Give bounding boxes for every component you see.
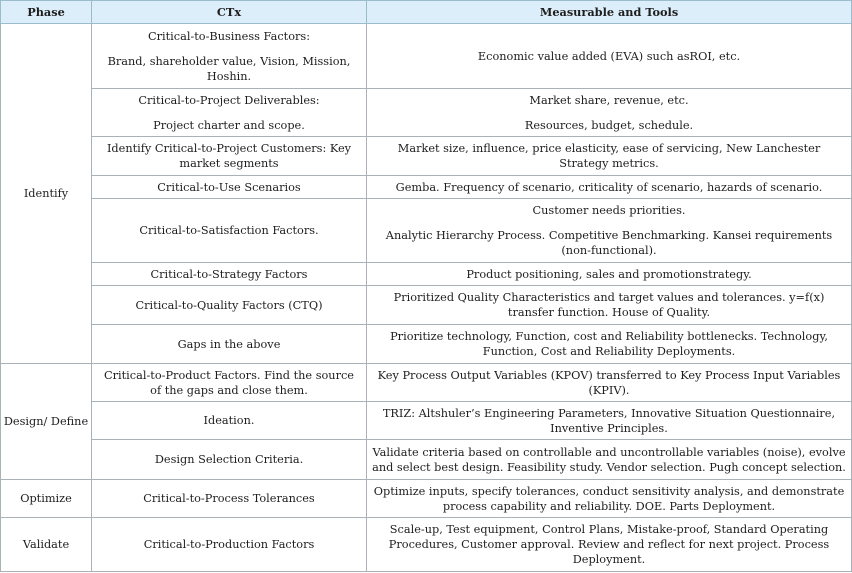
- header-phase: Phase: [1, 1, 92, 24]
- tools-cell: Scale-up, Test equipment, Control Plans, Mistake-proof, Standard Operating Procedures, Customer approval. Review and reflect for next project. Process Deployment.: [367, 518, 852, 572]
- ctx-cell: Critical-to-Use Scenarios: [92, 176, 367, 199]
- header-tools: Measurable and Tools: [367, 1, 852, 24]
- ctx-cell: [92, 24, 367, 89]
- tools-cell: Validate criteria based on controllable and uncontrollable variables (noise), evolve and select best design. Feasibility study. Vendor selection. Pugh concept selection.: [367, 440, 852, 480]
- ctx-cell: [92, 89, 367, 137]
- phase-optimize: Optimize: [1, 480, 92, 518]
- tools-cell: Prioritized Quality Characteristics and target values and tolerances. y=f(x) transfer function. House of Quality.: [367, 286, 852, 325]
- ctx-detail: Brand, shareholder value, Vision, Mission, Hoshin.: [107, 54, 351, 83]
- table-row: [1, 89, 852, 137]
- tools-line: Market share, revenue, etc.: [529, 93, 689, 107]
- ctx-cell: Critical-to-Quality Factors (CTQ): [92, 286, 367, 325]
- phase-identify: Identify: [1, 24, 92, 364]
- ctx-cell: Critical-to-Production Factors: [92, 518, 367, 572]
- tools-cell: TRIZ: Altshuler’s Engineering Parameters, Innovative Situation Questionnaire, Inventive Principles.: [367, 402, 852, 440]
- ctx-cell: Identify Critical-to-Project Customers: Key market segments: [92, 137, 367, 176]
- tools-cell: Market size, influence, price elasticity, ease of servicing, New Lanchester Strategy metrics.: [367, 137, 852, 176]
- tools-cell: [367, 89, 852, 137]
- table-row: [1, 24, 852, 89]
- table-row: [1, 402, 852, 440]
- tools-line: Resources, budget, schedule.: [524, 118, 694, 132]
- table-row: [1, 480, 852, 518]
- ctx-cell: Ideation.: [92, 402, 367, 440]
- ctx-title: Critical-to-Project Deliverables:: [138, 93, 320, 107]
- table-row: [1, 176, 852, 199]
- phase-design: Design/ Define: [1, 364, 92, 480]
- table-row: [1, 137, 852, 176]
- table-row: [1, 518, 852, 572]
- tools-line: Customer needs priorities.: [532, 204, 686, 217]
- tools-cell: Key Process Output Variables (KPOV) transferred to Key Process Input Variables (KPIV).: [367, 364, 852, 402]
- table-row: [1, 263, 852, 286]
- ctx-cell: Critical-to-Strategy Factors: [92, 263, 367, 286]
- table-row: [1, 286, 852, 325]
- table-row: [1, 364, 852, 402]
- phase-validate: Validate: [1, 518, 92, 572]
- tools-cell: Product positioning, sales and promotionstrategy.: [367, 263, 852, 286]
- tools-cell: Gemba. Frequency of scenario, criticality of scenario, hazards of scenario.: [367, 176, 852, 199]
- table-row: [1, 199, 852, 263]
- ctx-cell: Critical-to-Satisfaction Factors.: [92, 199, 367, 263]
- tools-cell: Prioritize technology, Function, cost and Reliability bottlenecks. Technology, Function, Cost and Reliability Deployments.: [367, 325, 852, 364]
- ctx-cell: Critical-to-Product Factors. Find the source of the gaps and close them.: [92, 364, 367, 402]
- tools-line: Analytic Hierarchy Process. Competitive Benchmarking. Kansei requirements (non-functional).: [385, 229, 833, 257]
- header-ctx: CTx: [92, 1, 367, 24]
- table-row: [1, 325, 852, 364]
- ctx-cell: Gaps in the above: [92, 325, 367, 364]
- ctx-detail: Project charter and scope.: [153, 118, 305, 132]
- tools-cell: [367, 199, 852, 263]
- ctx-cell: Critical-to-Process Tolerances: [92, 480, 367, 518]
- table-row: [1, 440, 852, 480]
- tools-cell: Economic value added (EVA) such asROI, etc.: [367, 24, 852, 89]
- header-row: [1, 1, 852, 24]
- tools-cell: Optimize inputs, specify tolerances, conduct sensitivity analysis, and demonstrate process capability and reliability. DOE. Parts Deployment.: [367, 480, 852, 518]
- ctx-title: Critical-to-Business Factors:: [147, 29, 311, 43]
- ctx-cell: Design Selection Criteria.: [92, 440, 367, 480]
